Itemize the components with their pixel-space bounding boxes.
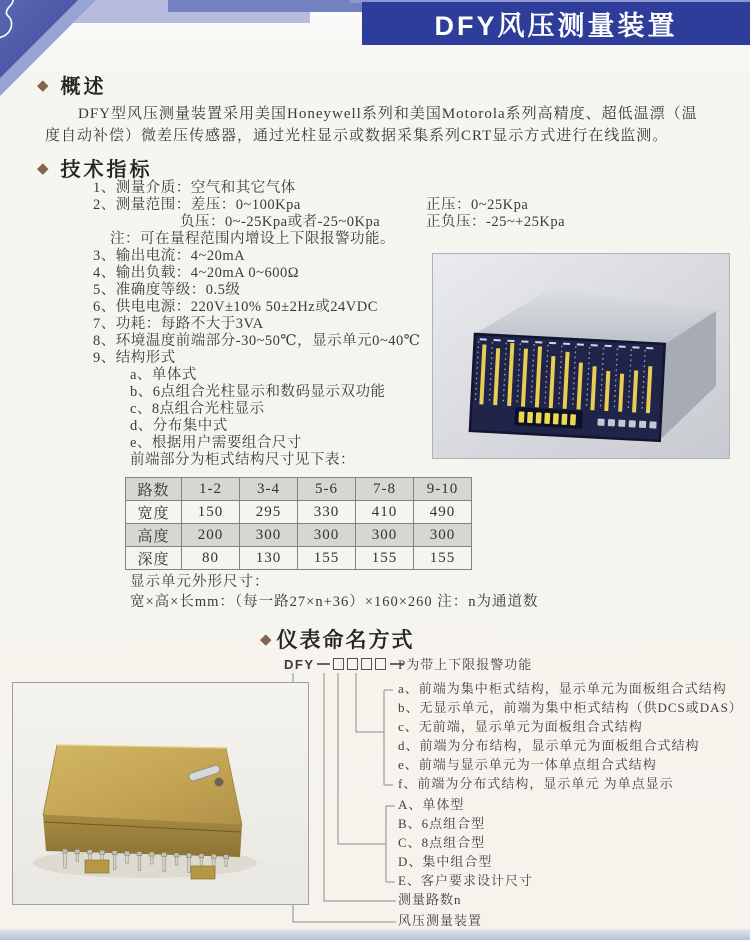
naming-heading (260, 624, 415, 654)
instrument-illustration (433, 254, 729, 458)
value-cell: 300 (414, 524, 472, 547)
naming-row: b、无显示单元，前端为集中柜式结构（供DCS或DAS） (398, 700, 743, 715)
mounting-tab (191, 866, 215, 879)
page-title: DFY风压测量装置 (434, 11, 678, 41)
spec-text: b、6点组合光柱显示和数码显示双功能 (130, 384, 386, 400)
instrument-photo (432, 253, 730, 459)
value-cell: 9-10 (414, 478, 472, 501)
value-cell: 300 (298, 524, 356, 547)
row-label-cell: 高度 (126, 524, 182, 547)
value-cell: 330 (298, 501, 356, 524)
spec-text: 注：可在量程范围内增设上下限报警功能。 (110, 231, 395, 247)
model-code (284, 656, 405, 672)
code-dash (317, 663, 330, 665)
spec-text: 2、测量范围：差压：0~100Kpa (93, 197, 301, 213)
value-cell: 150 (182, 501, 240, 524)
naming-row: E、客户要求设计尺寸 (398, 873, 533, 888)
overview-paragraph: DFY型风压测量装置采用美国Honeywell系列和美国Motorola系列高精度、超低温漂（温度自动补偿）微差压传感器，通过光柱显示或数据采集系列CRT显示方式进行在线监测。 (45, 106, 698, 144)
value-cell: 200 (182, 524, 240, 547)
value-cell: 410 (356, 501, 414, 524)
spec-text: 6、供电电源：220V±10% 50±2Hz或24VDC (93, 299, 378, 315)
code-box-3 (361, 658, 372, 670)
value-cell: 300 (240, 524, 298, 547)
row-label-cell: 深度 (126, 547, 182, 570)
junction-box-illustration (13, 683, 308, 904)
map-squiggle-icon (0, 0, 70, 70)
spec-text: a、单体式 (130, 367, 197, 383)
row-label-cell: 路数 (126, 478, 182, 501)
specs-heading-label: 技术指标 (60, 159, 153, 181)
spec-text: 负压：0~-25Kpa或者-25~0Kpa (180, 214, 381, 230)
table-row (126, 547, 472, 570)
value-cell: 155 (356, 547, 414, 570)
naming-row: a、前端为集中柜式结构，显示单元为面板组合式结构 (398, 681, 727, 696)
spec-text-right: 正压：0~25Kpa (426, 197, 529, 213)
value-cell: 130 (240, 547, 298, 570)
junction-box-photo (12, 682, 309, 905)
specs-heading (37, 153, 153, 182)
spec-text: d、分布集中式 (130, 418, 228, 434)
value-cell: 295 (240, 501, 298, 524)
naming-row: 风压测量装置 (398, 913, 483, 928)
spec-text-right: 正负压：-25~+25Kpa (426, 214, 566, 230)
naming-row: c、无前端，显示单元为面板组合式结构 (398, 719, 643, 734)
table-row (126, 478, 472, 501)
page-title-bar (362, 2, 750, 45)
naming-row: D、集中组合型 (398, 854, 493, 869)
cabinet-dimensions-table (125, 477, 472, 570)
spec-text: 8、环境温度前端部分-30~50℃，显示单元0~40℃ (93, 333, 421, 349)
header-band-mid (168, 0, 362, 12)
code-box-1 (333, 658, 344, 670)
diamond-bullet-icon: ◆ (37, 75, 52, 94)
value-cell: 3-4 (240, 478, 298, 501)
table-row (126, 524, 472, 547)
naming-row: P为带上下限报警功能 (398, 657, 533, 672)
spec-text: 4、输出负载：4~20mA 0~600Ω (93, 265, 300, 281)
page-bottom-edge (0, 929, 750, 940)
spec-line (93, 180, 733, 197)
spec-text: 前端部分为柜式结构尺寸见下表： (130, 452, 355, 468)
spec-line (93, 231, 733, 248)
naming-row: d、前端为分布结构，显示单元为面板组合式结构 (398, 738, 700, 753)
overview-heading-label: 概述 (60, 76, 107, 98)
spec-text: 9、结构形式 (93, 350, 176, 366)
overview-heading (37, 70, 107, 99)
code-box-4 (375, 658, 386, 670)
code-box-2 (347, 658, 358, 670)
row-label-cell: 宽度 (126, 501, 182, 524)
value-cell: 7-8 (356, 478, 414, 501)
table-row (126, 501, 472, 524)
instrument-front-panel (470, 334, 665, 441)
naming-row: C、8点组合型 (398, 835, 486, 850)
value-cell: 300 (356, 524, 414, 547)
diamond-bullet-icon: ◆ (37, 158, 52, 177)
naming-row: f、前端为分布式结构，显示单元 为单点显示 (398, 776, 674, 791)
naming-row: A、单体型 (398, 797, 465, 812)
naming-heading-label: 仪表命名方式 (276, 629, 415, 652)
naming-row: e、前端与显示单元为一体单点组合式结构 (398, 757, 657, 772)
value-cell: 155 (414, 547, 472, 570)
value-cell: 1-2 (182, 478, 240, 501)
spec-text: 1、测量介质：空气和其它气体 (93, 180, 296, 196)
handle-base (215, 778, 224, 787)
spec-line (93, 214, 733, 231)
value-cell: 5-6 (298, 478, 356, 501)
spec-line (93, 197, 733, 214)
spec-text: 3、输出电流：4~20mA (93, 248, 246, 264)
mounting-tab (85, 860, 109, 873)
naming-row: 测量路数n (398, 892, 462, 907)
diamond-bullet-icon: ◆ (260, 630, 274, 648)
value-cell: 155 (298, 547, 356, 570)
value-cell: 80 (182, 547, 240, 570)
spec-text: 5、准确度等级：0.5级 (93, 282, 241, 298)
display-unit-size-formula: 宽×高×长mm：（每一路27×n+36）×160×260 注：n为通道数 (130, 594, 539, 610)
model-prefix: DFY (284, 656, 315, 672)
spec-text: e、根据用户需要组合尺寸 (130, 435, 302, 451)
box-lid (43, 745, 242, 825)
display-unit-size-note: 显示单元外形尺寸： (130, 574, 270, 590)
spec-text: 7、功耗：每路不大于3VA (93, 316, 264, 332)
value-cell: 490 (414, 501, 472, 524)
naming-row: B、6点组合型 (398, 816, 486, 831)
spec-text: c、8点组合光柱显示 (130, 401, 265, 417)
